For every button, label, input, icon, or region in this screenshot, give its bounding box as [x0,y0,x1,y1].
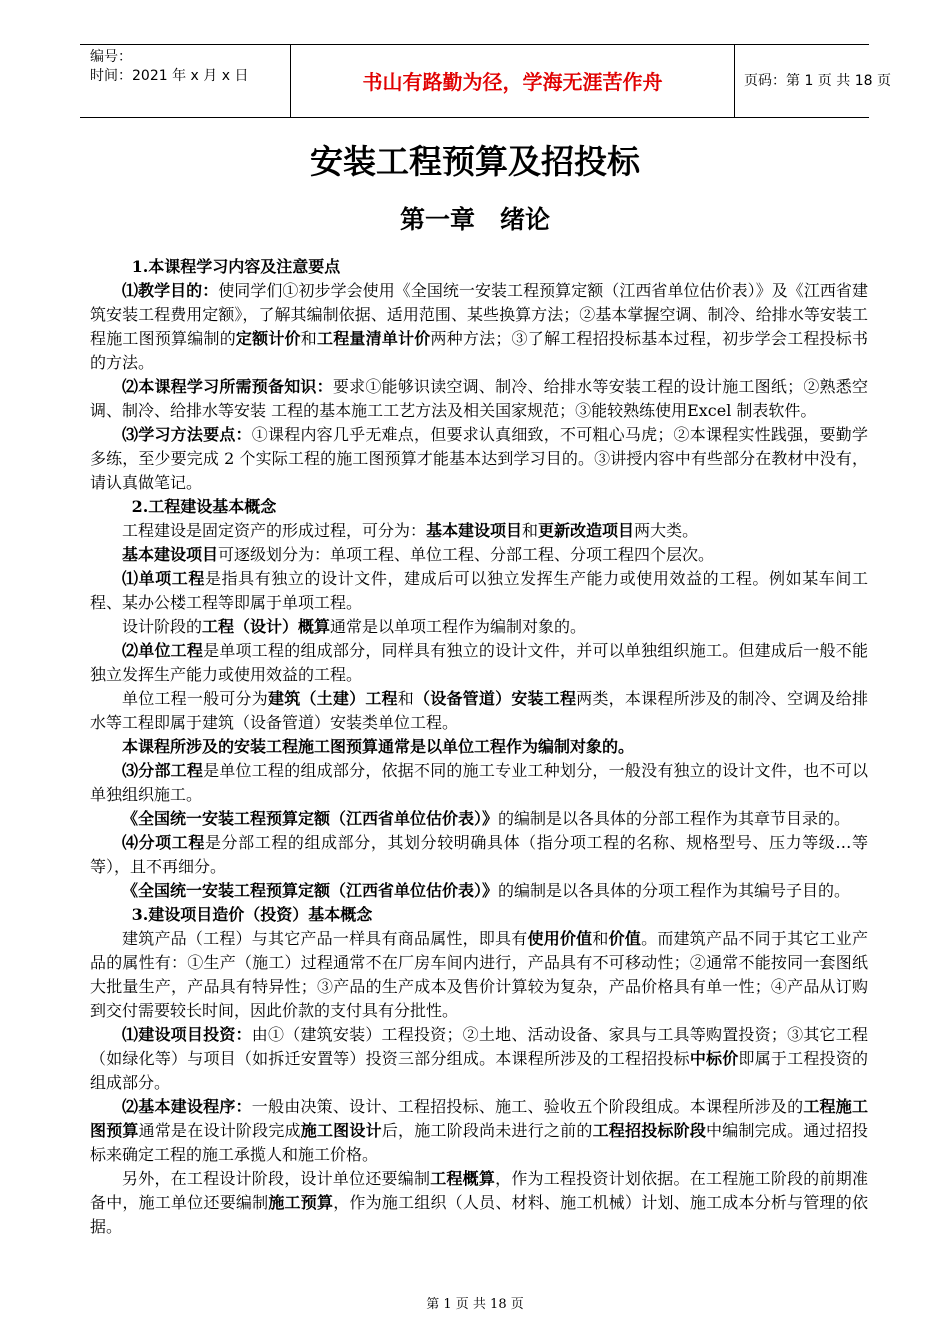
body-paragraph: 《全国统一安装工程预算定额（江西省单位估价表）》的编制是以各具体的分项工程作为其编号子目的。 [122,881,851,900]
document-body [90,255,868,1239]
bold-term: 定额计价 [235,329,301,348]
section-heading: 1.本课程学习内容及注意要点 [131,257,341,276]
header-meta-cell [80,45,290,117]
body-paragraph: ⑴教学目的：使同学们①初步学会使用《全国统一安装工程预算定额（江西省单位估价表）》及《江西省建筑安装工程费用定额》，了解其编制依据、适用范围、某些换算方法；②基本掌握空调、制冷、给排水等安装工程施工图预算编制的定额计价和工程量清单计价两种方法；③了解工程招投标基本过程，初步学会工程投标书的方法。 [90,281,868,372]
body-paragraph: ⑴建设项目投资：由①（建筑安装）工程投资；②土地、活动设备、家具与工具等购置投资；③其它工程（如绿化等）与项目（如拆迁安置等）投资三部分组成。本课程所涉及的工程招投标中标价即属于工程投资的组成部分。 [90,1025,868,1092]
body-paragraph: ⑵单位工程是单项工程的组成部分，同样具有独立的设计文件，并可以单独组织施工。但建成后一般不能独立发挥生产能力或使用效益的工程。 [90,641,868,684]
body-paragraph: ⑶分部工程是单位工程的组成部分，依据不同的施工专业工种划分，一般没有独立的设计文件，也不可以单独组织施工。 [90,761,868,804]
body-paragraph: 设计阶段的工程（设计）概算通常是以单项工程作为编制对象的。 [122,617,587,636]
body-paragraph: ⑴单项工程是指具有独立的设计文件，建成后可以独立发挥生产能力或使用效益的工程。例如某车间工程、某办公楼工程等即属于单项工程。 [90,569,868,612]
bold-term: 《全国统一安装工程预算定额（江西省单位估价表）》 [122,809,499,828]
bold-term: 工程施工图预算 [90,1097,868,1140]
bold-term: ⑶学习方法要点： [122,425,252,444]
body-paragraph [90,735,868,759]
bold-term: ⑴单项工程 [122,569,205,588]
bold-term: ⑶分部工程 [122,761,204,780]
bold-term: 本课程所涉及的安装工程施工图预算通常是以单位工程作为编制对象的。 [122,737,635,756]
header-page-cell [734,45,891,117]
bold-term: 使用价值 [527,929,593,948]
header-page-info: 页码：第 1 页 共 18 页 [744,73,891,89]
body-paragraph: 另外，在工程设计阶段，设计单位还要编制工程概算，作为工程投资计划依据。在工程施工阶段的前期准备中，施工单位还要编制施工预算，作为施工组织（人员、材料、施工机械）计划、施工成本分析与管理的依据。 [90,1169,868,1236]
bold-term: ⑵单位工程 [122,641,204,660]
document-code-label: 编号： [90,49,132,65]
bold-term: ⑴建设项目投资： [122,1025,252,1044]
bold-term: ⑴教学目的： [122,281,219,300]
bold-term: 基本建设项目 [426,521,523,540]
header-motto: 书山有路勤为径，学海无涯苦作舟 [362,70,663,94]
chapter-heading: 第一章 绪论 [399,205,550,234]
body-paragraph: 单位工程一般可分为建筑（土建）工程和（设备管道）安装工程两类，本课程所涉及的制冷、空调及给排水等工程即属于建筑（设备管道）安装类单位工程。 [90,689,868,732]
body-paragraph: 建筑产品（工程）与其它产品一样具有商品属性，即具有使用价值和价值。而建筑产品不同于其它工业产品的属性有：①生产（施工）过程通常不在厂房车间内进行，产品具有不可移动性；②通常不能按同一套图纸大批量生产，产品具有特异性；③产品的生产成本及售价计算较为复杂，产品价格具有单一性；④产品从订购到交付需要较长时间，因此价款的支付具有分批性。 [90,929,868,1020]
body-paragraph: ⑷分项工程是分部工程的组成部分，其划分较明确具体（指分项工程的名称、规格型号、压力等级…等等），且不再细分。 [90,833,868,876]
page-footer: 第 1 页 共 18 页 [426,1297,524,1312]
body-paragraph: ⑵本课程学习所需预备知识：要求①能够识读空调、制冷、给排水等安装工程的设计施工图纸；②熟悉空调、制冷、给排水等安装 工程的基本施工工艺方法及相关国家规范；③能较熟练使用Excel 制表软件。 [90,377,868,420]
body-paragraph: ⑶学习方法要点：①课程内容几乎无难点，但要求认真细致，不可粗心马虎；②本课程实性践强，要勤学多练，至少要完成 2 个实际工程的施工图预算才能基本达到学习目的。③讲授内容中有些部分在教材中没有，请认真做笔记。 [90,425,868,492]
bold-term: ⑵基本建设程序： [122,1097,252,1116]
bold-term: 基本建设项目 [122,545,219,564]
body-paragraph: 工程建设是固定资产的形成过程，可分为：基本建设项目和更新改造项目两大类。 [122,521,699,540]
bold-term: ⑷分项工程 [122,833,205,852]
document-date: 时间：2021 年 x 月 x 日 [90,68,249,84]
bold-term: 《全国统一安装工程预算定额（江西省单位估价表）》 [122,881,499,900]
bold-term: 更新改造项目 [538,521,635,540]
bold-term: 工程招投标阶段 [592,1121,707,1140]
document-title: 安装工程预算及招投标 [310,142,640,181]
bold-term: 工程概算 [430,1169,496,1188]
bold-term: 施工预算 [268,1193,334,1212]
bold-term: 工程（设计）概算 [202,617,331,636]
header-table [80,44,891,118]
header-motto-cell [290,45,735,117]
bold-term: 中标价 [689,1049,739,1068]
body-paragraph: 《全国统一安装工程预算定额（江西省单位估价表）》的编制是以各具体的分部工程作为其章节目录的。 [122,809,851,828]
bold-term: 建筑（土建）工程 [268,689,398,708]
section-heading: 3.建设项目造价（投资）基本概念 [131,905,373,924]
bold-term: 工程量清单计价 [316,329,431,348]
bold-term: 价值 [608,929,642,948]
body-paragraph: ⑵基本建设程序：一般由决策、设计、工程招投标、施工、验收五个阶段组成。本课程所涉及的工程施工图预算通常是在设计阶段完成施工图设计后，施工阶段尚未进行之前的工程招投标阶段中编制完成。通过招投标来确定工程的施工承揽人和施工价格。 [90,1097,868,1164]
section-heading: 2.工程建设基本概念 [131,497,277,516]
bold-term: 施工图设计 [300,1121,382,1140]
bold-term: （设备管道）安装工程 [414,689,577,708]
body-paragraph: 基本建设项目可逐级划分为：单项工程、单位工程、分部工程、分项工程四个层次。 [122,545,715,564]
bold-term: ⑵本课程学习所需预备知识： [122,377,333,396]
